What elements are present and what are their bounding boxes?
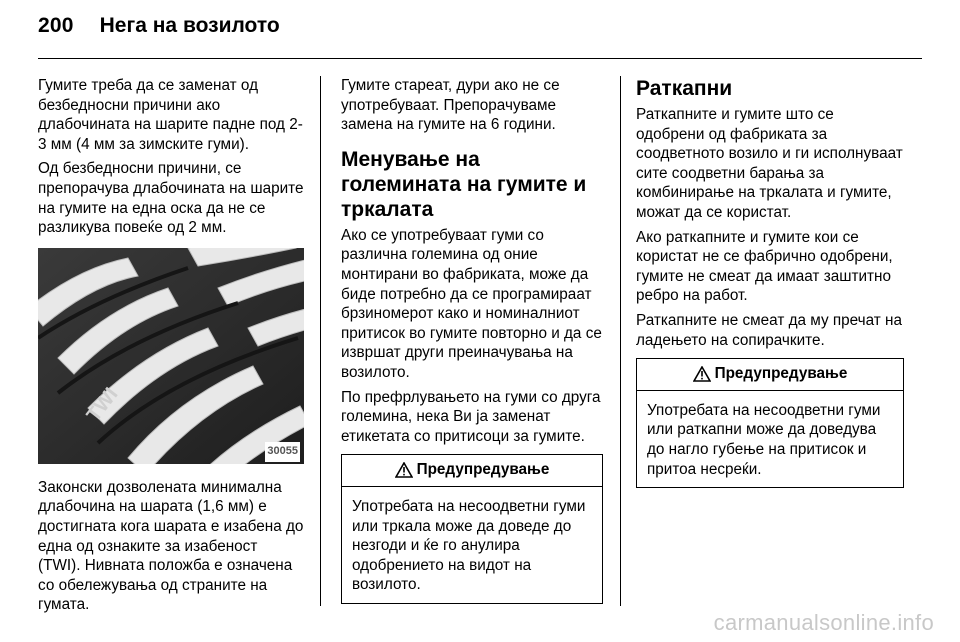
paragraph: Законски дозволената минимална длабочина на шарата (1,6 мм) е достигната кога шарата е изабена до една од ознаките за изабеност (TWI). Нивната положба е означена со обележувања од страните на гумата. <box>38 478 304 614</box>
warning-title-text: Предупредување <box>416 461 550 479</box>
column-left <box>38 76 304 620</box>
paragraph: Раткапните не смеат да му пречат на ладењето на сопирачките. <box>636 311 902 349</box>
paragraph: Ако се употребуваат гуми со различна големина од оние монтирани во фабриката, може да биде потребно да се програмираат брзиномерот како и номиналниот притисок во гумите повторно и да се извршат други преиначувања на возилото. <box>341 226 602 381</box>
paragraph: По префрлувањето на гуми со друга големина, нека Ви ја заменат етикетата со притисоци за гумите. <box>341 388 601 445</box>
warning-box <box>341 454 603 604</box>
warning-title-text: Предупредување <box>714 365 848 383</box>
paragraph: Од безбедносни причини, се препорачува длабочината на шарите на гумите на една оска да не се разликува повеќе од 2 мм. <box>38 160 304 237</box>
twi-mark: TWI <box>82 383 123 426</box>
section-heading: Раткапни <box>636 77 733 100</box>
warning-body <box>637 391 903 487</box>
column-middle <box>341 76 603 604</box>
header-rule <box>38 58 922 59</box>
page-number: 200 <box>38 14 74 37</box>
warning-body <box>342 487 602 603</box>
paragraph: Гумите стареат, дури ако не се употребуваат. Препорачуваме замена на гумите на 6 години. <box>341 77 560 134</box>
warning-text: Употребата на несоодветни гуми или раткапни може да доведува до нагло губење на притисок и притоа несреќи. <box>647 401 881 478</box>
warning-box <box>636 358 904 488</box>
column-right <box>636 76 904 488</box>
chapter-title: Нега на возилото <box>99 14 280 37</box>
warning-title <box>637 359 903 391</box>
image-code: 30055 <box>265 442 300 462</box>
paragraph: Раткапните и гумите што се одобрени од фабриката за соодветното возило и ги исполнуваат сите соодветни барања за комбинирање на тркалата и гумите, можат да се користат. <box>636 106 903 221</box>
paragraph: Гумите треба да се заменат од безбедносни причини ако длабочината на шарите падне под 2-3 мм (4 мм за зимските гуми). <box>38 77 303 153</box>
warning-title <box>342 455 602 487</box>
column-divider <box>620 76 621 606</box>
watermark-url: carmanualsonline.info <box>713 610 934 635</box>
section-heading: Менување на големината на гумите и тркалата <box>341 147 587 221</box>
page-header <box>38 14 280 50</box>
warning-triangle-icon <box>693 366 711 382</box>
warning-triangle-icon <box>395 462 413 478</box>
tyre-tread-illustration <box>38 248 304 464</box>
paragraph: Ако раткапните и гумите кои се користат не се фабрично одобрени, гумите не смеат да имаат заштитно ребро на работ. <box>636 228 893 305</box>
warning-text: Употребата на несоодветни гуми или тркала може да доведе до незгоди и ќе го анулира одобрението на видот на возилото. <box>352 497 586 594</box>
column-divider <box>320 76 321 606</box>
tyre-tread-image <box>38 248 304 464</box>
